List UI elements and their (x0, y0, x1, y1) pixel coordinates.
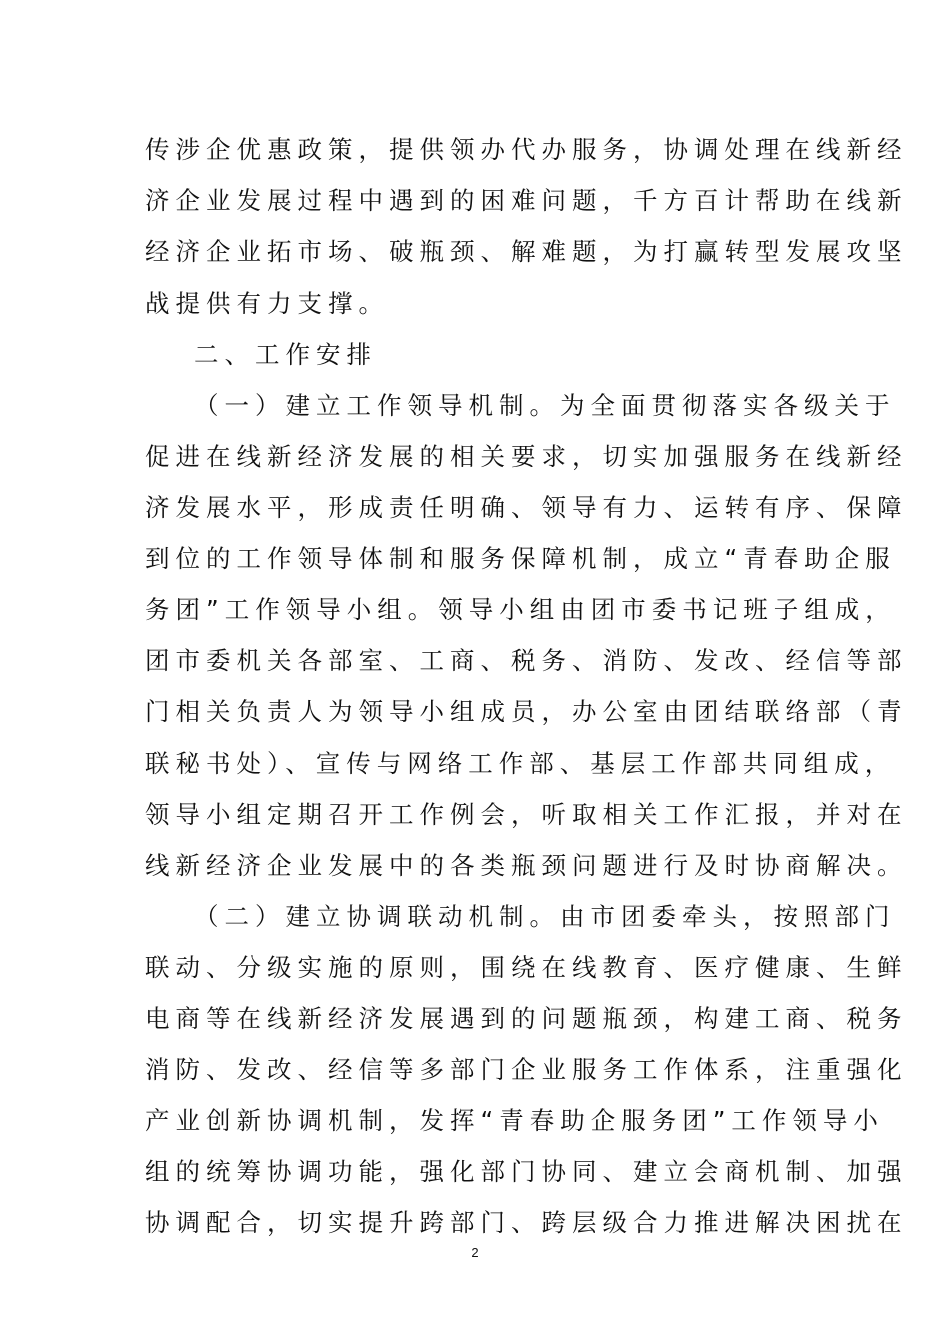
text-line: 济企业发展过程中遇到的困难问题，千方百计帮助在线新 (145, 186, 908, 215)
text-line: 线新经济企业发展中的各类瓶颈问题进行及时协商解决。 (145, 851, 908, 880)
paragraph-first-line: （二）建立协调联动机制。由市团委牵头，按照部门 (194, 902, 896, 931)
text-line: 电商等在线新经济发展遇到的问题瓶颈，构建工商、税务 (145, 1004, 908, 1033)
text-line: 战提供有力支撑。 (145, 289, 389, 318)
text-line: 济发展水平，形成责任明确、领导有力、运转有序、保障 (145, 493, 908, 522)
paragraph-first-line: （一）建立工作领导机制。为全面贯彻落实各级关于 (194, 391, 896, 420)
text-line: 务团”工作领导小组。领导小组由团市委书记班子组成， (145, 595, 896, 624)
text-line: 组的统筹协调功能，强化部门协同、建立会商机制、加强 (145, 1157, 908, 1186)
page-number: 2 (471, 1245, 479, 1260)
text-line: 消防、发改、经信等多部门企业服务工作体系，注重强化 (145, 1055, 908, 1084)
text-line: 协调配合，切实提升跨部门、跨层级合力推进解决困扰在 (145, 1208, 908, 1237)
text-line: 促进在线新经济发展的相关要求，切实加强服务在线新经 (145, 442, 908, 471)
text-line: 门相关负责人为领导小组成员，办公室由团结联络部（青 (145, 697, 908, 726)
text-line: 团市委机关各部室、工商、税务、消防、发改、经信等部 (145, 646, 908, 675)
text-line: 经济企业拓市场、破瓶颈、解难题，为打赢转型发展攻坚 (145, 237, 908, 266)
text-line: 传涉企优惠政策，提供领办代办服务，协调处理在线新经 (145, 135, 908, 164)
text-line: 产业创新协调机制，发挥“青春助企服务团”工作领导小 (145, 1106, 884, 1135)
section-heading: 二、工作安排 (194, 340, 377, 369)
text-line: 领导小组定期召开工作例会，听取相关工作汇报，并对在 (145, 800, 908, 829)
text-line: 联秘书处）、宣传与网络工作部、基层工作部共同组成， (145, 749, 896, 778)
text-line: 到位的工作领导体制和服务保障机制，成立“青春助企服 (145, 544, 896, 573)
text-line: 联动、分级实施的原则，围绕在线教育、医疗健康、生鲜 (145, 953, 908, 982)
